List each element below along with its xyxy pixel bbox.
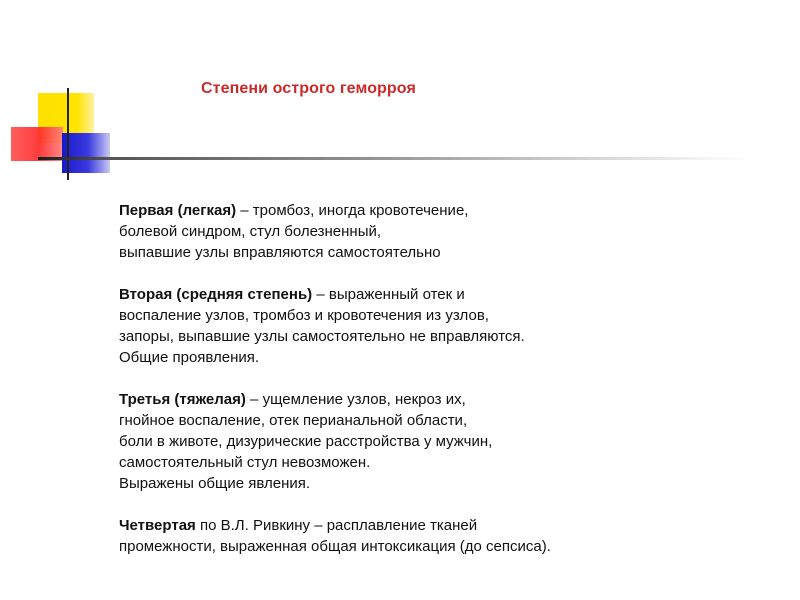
paragraph-line: промежности, выраженная общая интоксикация (до сепсиса). (119, 538, 551, 555)
term-label: Первая (легкая) (119, 202, 237, 219)
paragraph-line: гнойное воспаление, отек перианальной области, (119, 412, 468, 429)
paragraph-line (119, 515, 679, 536)
title-divider-line (38, 157, 750, 160)
paragraph-line: болевой синдром, стул болезненный, (119, 223, 382, 240)
term-description: – тромбоз, иногда кровотечение, (236, 202, 469, 219)
term-label: Четвертая (119, 517, 196, 534)
paragraph-second-degree (119, 284, 679, 368)
slide-title: Степени острого геморроя (201, 80, 416, 97)
paragraph-first-degree (119, 200, 679, 263)
decor-blue-square (62, 133, 110, 173)
slide-content (119, 200, 679, 557)
paragraph-third-degree (119, 389, 679, 494)
paragraph-line: воспаление узлов, тромбоз и кровотечения из узлов, (119, 307, 489, 324)
paragraph-line (119, 284, 679, 305)
paragraph-line: запоры, выпавшие узлы самостоятельно не вправляются. (119, 328, 525, 345)
term-description: – выраженный отек и (312, 286, 465, 303)
paragraph-line (119, 200, 679, 221)
paragraph-line (119, 389, 679, 410)
term-label: Вторая (средняя степень) (119, 286, 313, 303)
paragraph-line: Выражены общие явления. (119, 475, 311, 492)
term-description: – ущемление узлов, некроз их, (245, 391, 466, 408)
decor-red-square (11, 127, 63, 161)
paragraph-line: выпавшие узлы вправляются самостоятельно (119, 244, 441, 261)
term-description: по В.Л. Ривкину – расплавление тканей (195, 517, 478, 534)
paragraph-fourth-degree (119, 515, 679, 557)
paragraph-line: самостоятельный стул невозможен. (119, 454, 371, 471)
decor-vertical-line (67, 88, 69, 180)
paragraph-line: боли в животе, дизурические расстройства у мужчин, (119, 433, 493, 450)
term-label: Третья (тяжелая) (119, 391, 246, 408)
paragraph-line: Общие проявления. (119, 349, 260, 366)
